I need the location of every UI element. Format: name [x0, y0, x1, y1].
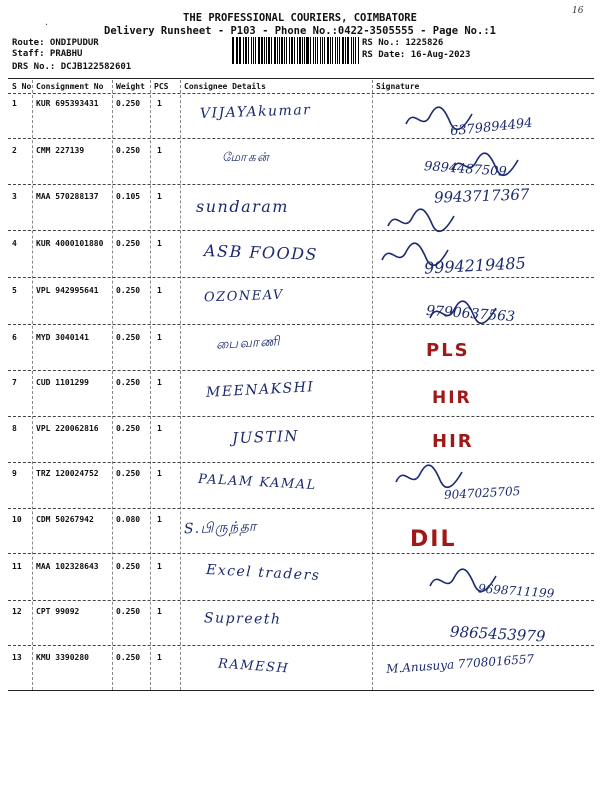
row-separator [8, 370, 594, 371]
row-consignment-no: VPL 942995641 [36, 286, 99, 295]
row-sno: 5 [12, 286, 17, 295]
row-signature-handwriting: 9994219485 [423, 253, 527, 278]
row-weight: 0.250 [116, 607, 141, 616]
row-sno: 2 [12, 146, 17, 155]
row-pcs: 1 [157, 562, 162, 571]
row-signature-handwriting: HIR [432, 388, 472, 408]
barcode-bar [313, 37, 314, 64]
row-consignee-handwriting: ASB FOODS [203, 241, 319, 264]
row-pcs: 1 [157, 146, 162, 155]
row-consignee-handwriting: Excel traders [205, 562, 321, 584]
row-weight: 0.250 [116, 469, 141, 478]
row-consignment-no: MAA 570288137 [36, 192, 99, 201]
barcode-bar [353, 37, 354, 64]
row-weight: 0.250 [116, 146, 141, 155]
signature-scribble [394, 462, 464, 492]
barcode-bar [358, 37, 359, 64]
column-divider [150, 80, 151, 690]
row-signature-handwriting: DIL [410, 527, 457, 552]
column-divider [372, 80, 373, 690]
barcode-bar [310, 37, 312, 64]
col-header-consignment: Consignment No [36, 82, 104, 91]
row-separator [8, 184, 594, 185]
row-weight: 0.250 [116, 378, 141, 387]
row-weight: 0.250 [116, 286, 141, 295]
barcode [232, 37, 360, 64]
row-pcs: 1 [157, 239, 162, 248]
row-separator [8, 324, 594, 325]
barcode-bar [297, 37, 298, 64]
barcode-bar [315, 37, 316, 64]
row-sno: 7 [12, 378, 17, 387]
row-consignment-no: MAA 102328643 [36, 562, 99, 571]
col-header-sno: S No [12, 82, 32, 91]
row-pcs: 1 [157, 99, 162, 108]
row-pcs: 1 [157, 424, 162, 433]
row-separator [8, 138, 594, 139]
row-pcs: 1 [157, 469, 162, 478]
row-consignment-no: KUR 695393431 [36, 99, 99, 108]
row-separator [8, 462, 594, 463]
barcode-bar [277, 37, 278, 64]
dot-mark: · [44, 20, 49, 29]
col-header-pcs: PCS [154, 82, 169, 91]
row-signature-handwriting: 9865453979 [449, 622, 546, 646]
barcode-bar [264, 37, 265, 64]
page-number-mark: 16 [572, 6, 584, 16]
row-sno: 9 [12, 469, 17, 478]
row-consignment-no: CDM 50267942 [36, 515, 94, 524]
col-header-signature: Signature [376, 82, 420, 91]
row-consignment-no: TRZ 120024752 [36, 469, 99, 478]
barcode-bar [279, 37, 280, 64]
header-bottom-rule [8, 93, 594, 94]
row-weight: 0.250 [116, 562, 141, 571]
company-name: THE PROFESSIONAL COURIERS, COIMBATORE [183, 12, 417, 24]
row-signature-handwriting: HIR [432, 431, 474, 452]
barcode-bar [245, 37, 247, 64]
row-weight: 0.250 [116, 99, 141, 108]
signature-scribble [428, 566, 498, 596]
row-consignment-no: KUR 4000101880 [36, 239, 104, 248]
row-sno: 4 [12, 239, 17, 248]
row-consignee-handwriting: பைவாணி [215, 334, 282, 353]
column-divider [32, 80, 33, 690]
row-consignee-handwriting: PALAM KAMAL [197, 471, 318, 494]
row-separator [8, 600, 594, 601]
drs-number: DRS No.: DCJB122582601 [12, 62, 132, 72]
row-pcs: 1 [157, 378, 162, 387]
row-sno: 10 [12, 515, 22, 524]
row-signature-handwriting: 9698711199 [477, 581, 555, 601]
barcode-bar [266, 37, 267, 64]
route-label: Route: ONDIPUDUR [12, 38, 99, 48]
barcode-bar [274, 37, 276, 64]
barcode-bar [284, 37, 285, 64]
row-consignment-no: VPL 220062816 [36, 424, 99, 433]
barcode-bar [251, 37, 252, 64]
barcode-bar [281, 37, 283, 64]
row-separator [8, 416, 594, 417]
signature-scribble [404, 104, 474, 134]
row-separator [8, 645, 594, 646]
rs-number: RS No.: 1225826 [362, 38, 444, 48]
row-separator [8, 230, 594, 231]
barcode-bar [268, 37, 270, 64]
row-weight: 0.250 [116, 239, 141, 248]
row-weight: 0.080 [116, 515, 141, 524]
barcode-bar [243, 37, 244, 64]
barcode-bar [335, 37, 336, 64]
barcode-bar [232, 37, 234, 64]
signature-scribble [428, 298, 498, 328]
barcode-bar [253, 37, 254, 64]
row-consignment-no: CPT 99092 [36, 607, 80, 616]
row-weight: 0.250 [116, 333, 141, 342]
row-pcs: 1 [157, 333, 162, 342]
barcode-bar [330, 37, 331, 64]
barcode-bar [271, 37, 272, 64]
row-consignment-no: CUD 1101299 [36, 378, 89, 387]
row-consignment-no: CMM 227139 [36, 146, 85, 155]
row-sno: 6 [12, 333, 17, 342]
runsheet-title: Delivery Runsheet - P103 - Phone No.:0422-3505555 - Page No.:1 [104, 25, 496, 37]
row-signature-handwriting: 9943717367 [433, 185, 530, 207]
row-pcs: 1 [157, 286, 162, 295]
row-pcs: 1 [157, 607, 162, 616]
barcode-bar [237, 37, 238, 64]
row-consignee-handwriting: sundaram [196, 197, 289, 216]
row-signature-handwriting: 9790637563 [425, 302, 516, 326]
barcode-bar [337, 37, 338, 64]
barcode-bar [291, 37, 293, 64]
row-consignee-handwriting: RAMESH [217, 656, 290, 677]
barcode-bar [286, 37, 287, 64]
barcode-bar [236, 37, 237, 64]
row-consignee-handwriting: VIJAYAkumar [199, 102, 312, 122]
row-consignment-no: KMU 3390280 [36, 653, 89, 662]
signature-scribble [386, 206, 456, 236]
barcode-bar [324, 37, 325, 64]
barcode-bar [351, 37, 352, 64]
row-consignee-handwriting: MEENAKSHI [205, 379, 315, 401]
barcode-bar [255, 37, 256, 64]
row-sno: 13 [12, 653, 22, 662]
row-signature-handwriting: PLS [426, 340, 470, 361]
barcode-bar [339, 37, 341, 64]
signature-scribble [450, 150, 520, 180]
row-sno: 11 [12, 562, 22, 571]
barcode-bar [317, 37, 319, 64]
row-sno: 1 [12, 99, 17, 108]
column-divider [180, 80, 181, 690]
row-sno: 12 [12, 607, 22, 616]
barcode-bar [302, 37, 303, 64]
barcode-bar [304, 37, 305, 64]
row-signature-handwriting: M.Anusuya 7708016557 [385, 651, 535, 677]
row-consignment-no: MYD 3040141 [36, 333, 89, 342]
header-top-rule [8, 78, 594, 79]
row-pcs: 1 [157, 653, 162, 662]
row-pcs: 1 [157, 515, 162, 524]
barcode-bar [327, 37, 329, 64]
row-consignee-handwriting: JUSTIN [231, 426, 300, 448]
barcode-bar [342, 37, 344, 64]
row-weight: 0.250 [116, 424, 141, 433]
signature-scribble [380, 240, 450, 270]
row-signature-handwriting: 9047025705 [443, 484, 521, 502]
row-sno: 8 [12, 424, 17, 433]
col-header-weight: Weight [116, 82, 145, 91]
barcode-bar [320, 37, 321, 64]
row-separator [8, 508, 594, 509]
barcode-bar [239, 37, 241, 64]
barcode-bar [261, 37, 263, 64]
barcode-bar [347, 37, 349, 64]
barcode-bar [345, 37, 346, 64]
barcode-bar [258, 37, 260, 64]
barcode-bar [299, 37, 301, 64]
col-header-consignee: Consignee Details [184, 82, 266, 91]
row-pcs: 1 [157, 192, 162, 201]
barcode-bar [289, 37, 291, 64]
row-signature-handwriting: 6379894494 [449, 115, 534, 140]
staff-label: Staff: PRABHU [12, 49, 83, 59]
row-weight: 0.250 [116, 653, 141, 662]
barcode-bar [248, 37, 250, 64]
row-separator [8, 553, 594, 554]
row-sno: 3 [12, 192, 17, 201]
table-bottom-rule [8, 690, 594, 691]
barcode-bar [306, 37, 308, 64]
row-consignee-handwriting: Supreeth [203, 610, 282, 628]
barcode-bar [322, 37, 323, 64]
row-weight: 0.105 [116, 192, 141, 201]
row-consignee-handwriting: OZONEAV [203, 287, 285, 306]
barcode-bar [355, 37, 357, 64]
row-consignee-handwriting: மோகன் [222, 150, 271, 164]
row-signature-handwriting: 9894487509 [423, 159, 508, 180]
barcode-bar [294, 37, 295, 64]
row-separator [8, 277, 594, 278]
rs-date: RS Date: 16-Aug-2023 [362, 50, 471, 60]
row-consignee-handwriting: S.பிருந்தா [183, 518, 258, 538]
barcode-bar [332, 37, 334, 64]
column-divider [112, 80, 113, 690]
